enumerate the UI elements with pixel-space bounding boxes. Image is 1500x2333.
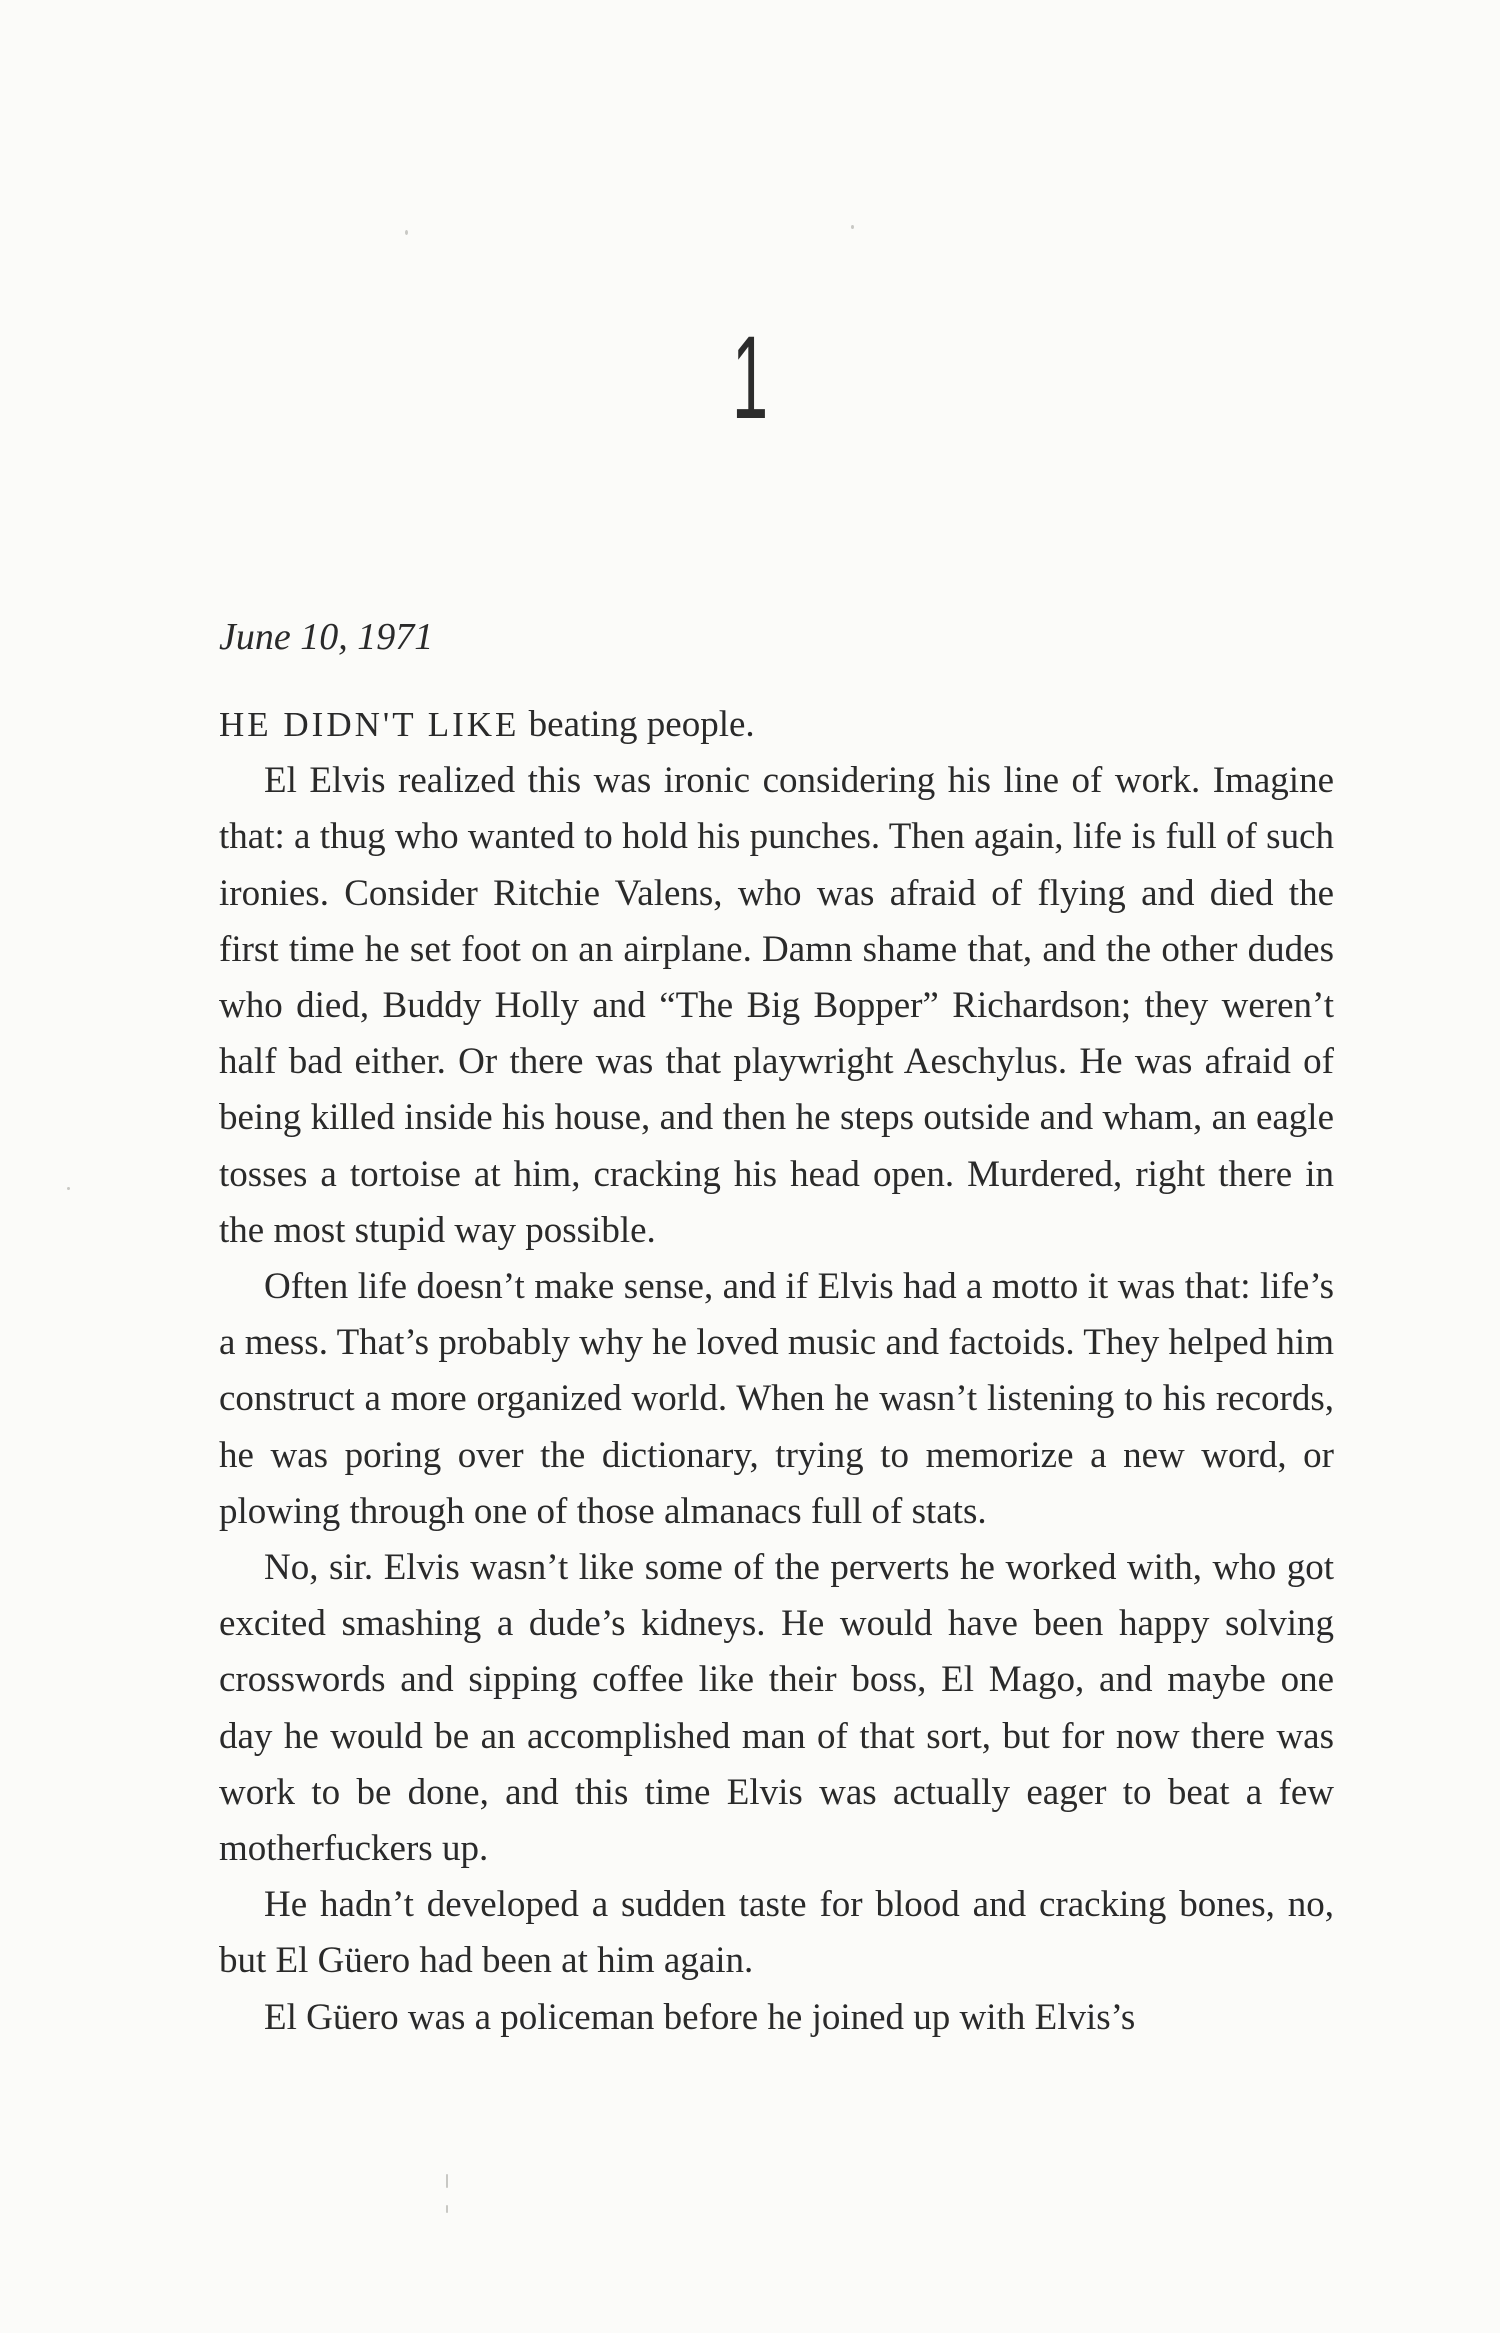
paper-speck bbox=[405, 230, 408, 235]
dateline: June 10, 1971 bbox=[219, 616, 434, 658]
opening-small-caps: HE DIDN'T LIKE bbox=[219, 705, 520, 744]
paragraph-1 bbox=[219, 697, 1334, 753]
paragraph-4: No, sir. Elvis wasn’t like some of the perverts he worked with, who got excited smashing a dude’s kidneys. He would have been happy solving crosswords and sipping coffee like their boss, El Mago, and maybe one day he would be an accomplished man of that sort, but for now there was work to be done, and this time Elvis was actually eager to beat a few motherfuckers up. bbox=[219, 1547, 1334, 1870]
paragraph-5: He hadn’t developed a sudden taste for blood and cracking bones, no, but El Güero had been at him again. bbox=[219, 1884, 1334, 1982]
paper-speck bbox=[446, 2174, 448, 2188]
paragraph-6: El Güero was a policeman before he joined up with Elvis’s bbox=[264, 1996, 1136, 2038]
chapter-body bbox=[219, 697, 1334, 2046]
chapter-number: 1 bbox=[731, 312, 769, 444]
paper-speck bbox=[851, 225, 854, 229]
paragraph-3: Often life doesn’t make sense, and if Elvis had a motto it was that: life’s a mess. That’s probably why he loved music and factoids. They helped him construct a more organized world. When he wasn’t listening to his records, he was poring over the dictionary, trying to memorize a new word, or plowing through one of those almanacs full of stats. bbox=[219, 1266, 1334, 1532]
paragraph-2: El Elvis realized this was ironic considering his line of work. Imagine that: a thug who wanted to hold his punches. Then again, life is full of such ironies. Consider Ritchie Valens, who was afraid of flying and died the first time he set foot on an airplane. Damn shame that, and the other dudes who died, Buddy Holly and “The Big Bopper” Richardson; they weren’t half bad either. Or there was that playwright Aeschylus. He was afraid of being killed inside his house, and then he steps outside and wham, an eagle tosses a tortoise at him, cracking his head open. Murdered, right there in the most stupid way possible. bbox=[219, 760, 1334, 1251]
paragraph-1-text: beating people. bbox=[519, 704, 755, 745]
paper-speck bbox=[67, 1187, 70, 1190]
paper-speck bbox=[446, 2205, 448, 2213]
